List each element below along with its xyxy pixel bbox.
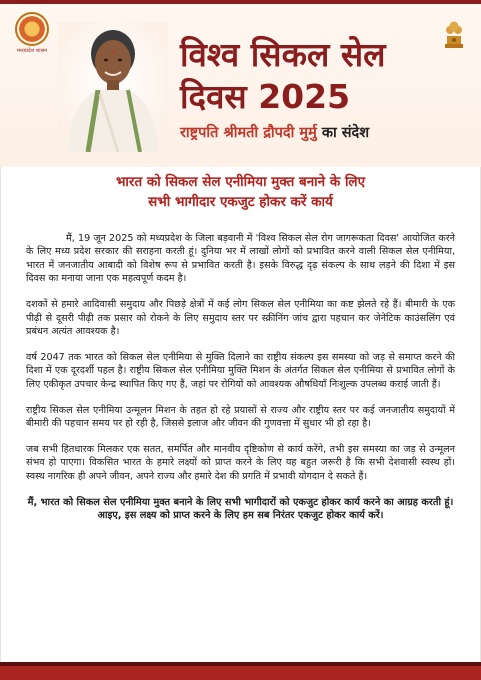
closing-appeal: मैं, भारत को सिकल सेल एनीमिया मुक्त बनाने के लिए सभी भागीदारों को एकजुट होकर कार्य करने का आग्रह करती हूं। आइए, इस लक्ष्य को प्राप्त करने के लिए हम सब निरंतर एकजुट होकर कार्य करें। bbox=[27, 496, 454, 521]
paragraph-3: वर्ष 2047 तक भारत को सिकल सेल एनीमिया से मुक्ति दिलाने का राष्ट्रीय संकल्प इस समस्या को जड़ से समाप्त करने की दिशा में एक दूरदर्शी पहल है। राष्ट्रीय सिकल सेल एनीमिया मुक्ति मिशन के अंतर्गत सिकल सेल एनीमिया से प्रभावित लोगों के लिए एकीकृत उपचार केन्द्र स्थापित किए गए हैं, जहां पर रोगियों को आवश्यक औषधियाँ निःशुल्क उपलब्ध कराई जाती हैं। bbox=[26, 351, 455, 390]
left-logo-caption: मध्यप्रदेश शासन bbox=[16, 48, 48, 54]
title-line-1: विश्व सिकल सेल bbox=[180, 35, 386, 74]
national-emblem-icon bbox=[441, 16, 467, 50]
paragraph-5: जब सभी हितधारक मिलकर एक सतत, समर्पित और मानवीय दृष्टिकोण से कार्य करेंगे, तभी इस समस्या का जड़ से उन्मूलन संभव हो पाएगा। विकसित भारत के हमारे लक्ष्यों को प्राप्त करने के लिए यह बहुत जरूरी है कि सभी देशवासी स्वस्थ हों। स्वस्थ नागरिक ही अपने जीवन, अपने राज्य और हमारे देश की प्रगति में प्रभावी योगदान दे सकते हैं। bbox=[26, 443, 455, 482]
subtitle-rest: का संदेश bbox=[316, 125, 370, 141]
subtitle-name: राष्ट्रपति श्रीमती द्रौपदी मुर्मु bbox=[180, 125, 317, 141]
heading-line-1: भारत को सिकल सेल एनीमिया मुक्त बनाने के लिए bbox=[115, 174, 366, 190]
title-line-2: दिवस 2025 bbox=[180, 77, 351, 116]
heading-line-2: सभी भागीदार एकजुट होकर करें कार्य bbox=[148, 194, 333, 210]
paragraph-2: दशकों से हमारे आदिवासी समुदाय और पिछड़े क्षेत्रों में कई लोग सिकल सेल एनीमिया का कष्ट झेलते रहे हैं। बीमारी के एक पीढ़ी से दूसरी पीढ़ी तक प्रसार को रोकने के लिए समुदाय स्तर पर स्क्रीनिंग जांच द्वारा पहचान कर जेनेटिक काउंसलिंग एवं प्रबंधन अत्यंत आवश्यक है। bbox=[26, 299, 455, 337]
message-body bbox=[26, 232, 455, 535]
main-heading bbox=[30, 172, 451, 212]
header bbox=[0, 4, 481, 167]
page-title bbox=[180, 34, 470, 118]
paragraph-1: मैं, 19 जून 2025 को मध्यप्रदेश के जिला बड़वानी में 'विश्व सिकल सेल रोग जागरूकता दिवस' आयोजित करने के लिए मध्य प्रदेश सरकार की सराहना करती हूं। दुनिया भर में लाखों लोगों को प्रभावित करने वाली सिकल सेल एनीमिया, भारत में जनजातीय आबादी को विशेष रूप से प्रभावित करती है। इसके विरुद्ध दृढ़ संकल्प के साथ लड़ने की दिशा में इस दिवस का मनाया जाना एक महत्वपूर्ण कदम है। bbox=[26, 233, 455, 285]
president-portrait bbox=[58, 22, 168, 152]
subtitle bbox=[180, 122, 470, 142]
bottom-border bbox=[0, 666, 481, 680]
paragraph-4: राष्ट्रीय सिकल सेल एनीमिया उन्मूलन मिशन के तहत हो रहे प्रयासों से राज्य और राष्ट्रीय स्तर पर कई जनजातीय समुदायों में बीमारी की पहचान समय पर हो रही है, जिससे इलाज और जीवन की गुणवत्ता में सुधार भी हो रहा है। bbox=[26, 404, 455, 429]
mp-govt-emblem-icon bbox=[10, 12, 54, 54]
